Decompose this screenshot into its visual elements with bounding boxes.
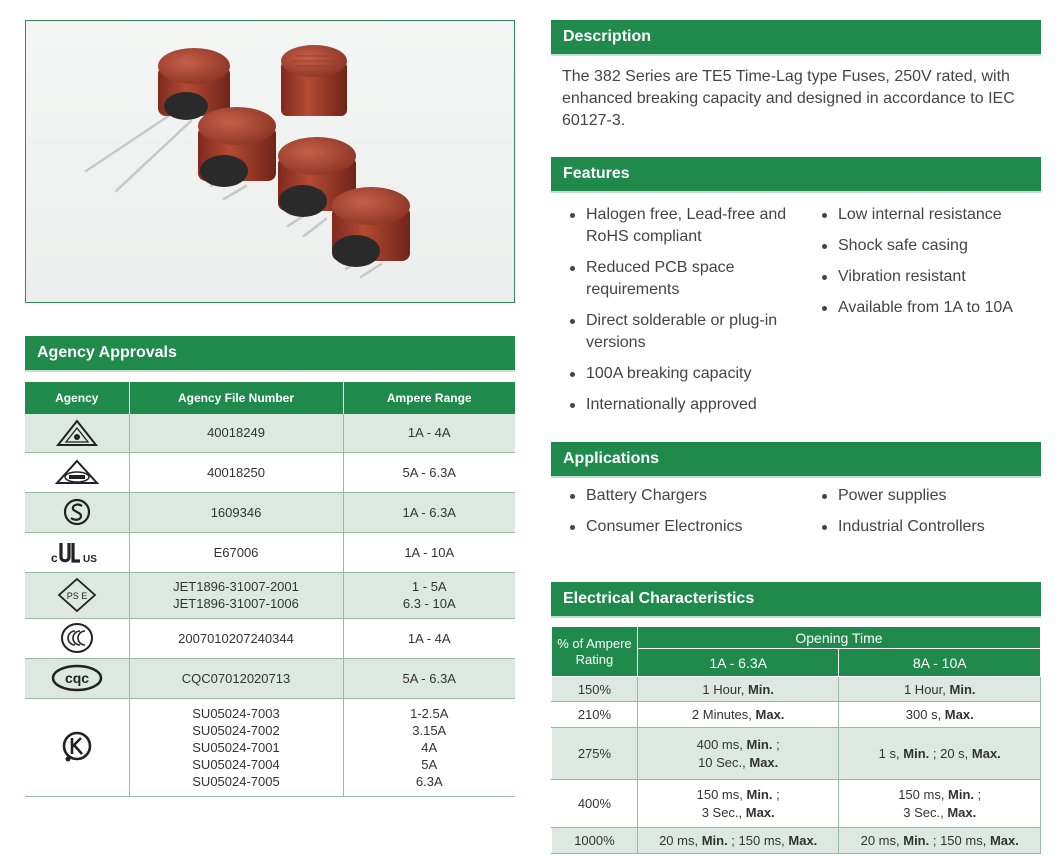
col-ampere-range: Ampere Range	[343, 382, 515, 414]
ampere-range: 1A - 4A	[343, 618, 515, 658]
table-row	[25, 698, 515, 796]
opening-time-b: 20 ms, Min. ; 150 ms, Max.	[839, 828, 1041, 854]
table-row	[25, 572, 515, 618]
features-heading: Features	[551, 157, 1041, 191]
table-row	[552, 728, 1041, 780]
ampere-range: 5A - 6.3A	[343, 658, 515, 698]
fuse-3	[198, 107, 276, 187]
svg-text:PS E: PS E	[66, 591, 88, 601]
list-item: 100A breaking capacity	[562, 363, 792, 385]
opening-time-b: 150 ms, Min. ; 3 Sec., Max.	[839, 780, 1041, 828]
list-item: Industrial Controllers	[814, 516, 1044, 538]
product-photo	[25, 20, 515, 303]
cqc-logo-icon	[51, 664, 103, 692]
fuse-5	[332, 187, 410, 267]
features-list-right	[814, 204, 1044, 328]
agency-logo-cell	[25, 492, 129, 532]
pse-diamond-logo-icon	[57, 577, 97, 613]
description-heading: Description	[551, 20, 1041, 54]
opening-time-b: 1 Hour, Min.	[839, 677, 1041, 702]
table-row	[25, 532, 515, 572]
electrical-heading: Electrical Characteristics	[551, 582, 1041, 616]
semko-s-logo-icon	[62, 497, 92, 527]
opening-time-a: 1 Hour, Min.	[637, 677, 839, 702]
agency-logo-cell	[25, 658, 129, 698]
fuse-product-image	[26, 21, 515, 303]
ampere-range: 1 - 5A 6.3 - 10A	[343, 572, 515, 618]
table-row	[25, 414, 515, 452]
table-row	[25, 452, 515, 492]
file-number: 2007010207240344	[129, 618, 343, 658]
opening-time-a: 2 Minutes, Max.	[637, 702, 839, 728]
ampere-percent: 210%	[552, 702, 638, 728]
ampere-range: 5A - 6.3A	[343, 452, 515, 492]
col-file-number: Agency File Number	[129, 382, 343, 414]
svg-text:c: c	[50, 551, 58, 565]
opening-time-a: 20 ms, Min. ; 150 ms, Max.	[637, 828, 839, 854]
list-item: Available from 1A to 10A	[814, 297, 1044, 319]
ccc-logo-icon	[59, 621, 95, 655]
table-row	[25, 492, 515, 532]
agency-logo-cell	[25, 618, 129, 658]
list-item: Battery Chargers	[562, 485, 792, 507]
opening-time-b: 300 s, Max.	[839, 702, 1041, 728]
svg-text:US: US	[82, 554, 97, 565]
table-row	[552, 780, 1041, 828]
file-number: 1609346	[129, 492, 343, 532]
ampere-range: 1A - 4A	[343, 414, 515, 452]
svg-text:cqc: cqc	[64, 670, 89, 686]
list-item: Low internal resistance	[814, 204, 1044, 226]
applications-list-left	[562, 485, 792, 547]
table-row	[552, 677, 1041, 702]
electrical-characteristics-table	[551, 626, 1041, 854]
list-item: Vibration resistant	[814, 266, 1044, 288]
table-row	[25, 618, 515, 658]
applications-list-right	[814, 485, 1044, 547]
col-ampere-rating: % of Ampere Rating	[552, 627, 638, 677]
ampere-range: 1A - 6.3A	[343, 492, 515, 532]
agency-logo-cell	[25, 698, 129, 796]
list-item: Internationally approved	[562, 394, 792, 416]
col-opening-time: Opening Time	[637, 627, 1040, 649]
list-item: Reduced PCB space requirements	[562, 257, 792, 301]
file-number: SU05024-7003 SU05024-7002 SU05024-7001 SU05024-7004 SU05024-7005	[129, 698, 343, 796]
col-8a-10a: 8A - 10A	[839, 649, 1041, 677]
vde-logo-icon	[55, 459, 99, 485]
ul-recognized-logo-icon	[47, 537, 107, 567]
col-1a-6.3a: 1A - 6.3A	[637, 649, 839, 677]
table-row	[25, 658, 515, 698]
agency-logo-cell	[25, 572, 129, 618]
agency-approvals-table	[25, 382, 515, 797]
opening-time-b: 1 s, Min. ; 20 s, Max.	[839, 728, 1041, 780]
file-number: JET1896-31007-2001 JET1896-31007-1006	[129, 572, 343, 618]
ampere-percent: 400%	[552, 780, 638, 828]
table-row	[552, 702, 1041, 728]
col-agency: Agency	[25, 382, 129, 414]
ampere-percent: 1000%	[552, 828, 638, 854]
ampere-percent: 150%	[552, 677, 638, 702]
opening-time-a: 400 ms, Min. ; 10 Sec., Max.	[637, 728, 839, 780]
list-item: Power supplies	[814, 485, 1044, 507]
agency-approvals-heading: Agency Approvals	[25, 336, 515, 370]
kc-logo-icon	[59, 729, 95, 765]
table-row	[552, 828, 1041, 854]
applications-heading: Applications	[551, 442, 1041, 476]
ampere-range: 1A - 10A	[343, 532, 515, 572]
vde-triangle-logo-icon	[55, 418, 99, 448]
list-item: Halogen free, Lead-free and RoHS compliant	[562, 204, 792, 248]
features-list-left	[562, 204, 792, 425]
opening-time-a: 150 ms, Min. ; 3 Sec., Max.	[637, 780, 839, 828]
description-text: The 382 Series are TE5 Time-Lag type Fuses, 250V rated, with enhanced breaking capacity and designed in accordance to IEC 60127-3.	[562, 68, 1015, 129]
agency-logo-cell	[25, 452, 129, 492]
agency-logo-cell	[25, 532, 129, 572]
file-number: 40018249	[129, 414, 343, 452]
list-item: Consumer Electronics	[562, 516, 792, 538]
ampere-percent: 275%	[552, 728, 638, 780]
file-number: E67006	[129, 532, 343, 572]
fuse-2	[281, 45, 347, 116]
ampere-range: 1-2.5A 3.15A 4A 5A 6.3A	[343, 698, 515, 796]
file-number: 40018250	[129, 452, 343, 492]
list-item: Shock safe casing	[814, 235, 1044, 257]
file-number: CQC07012020713	[129, 658, 343, 698]
agency-logo-cell	[25, 414, 129, 452]
list-item: Direct solderable or plug-in versions	[562, 310, 792, 354]
